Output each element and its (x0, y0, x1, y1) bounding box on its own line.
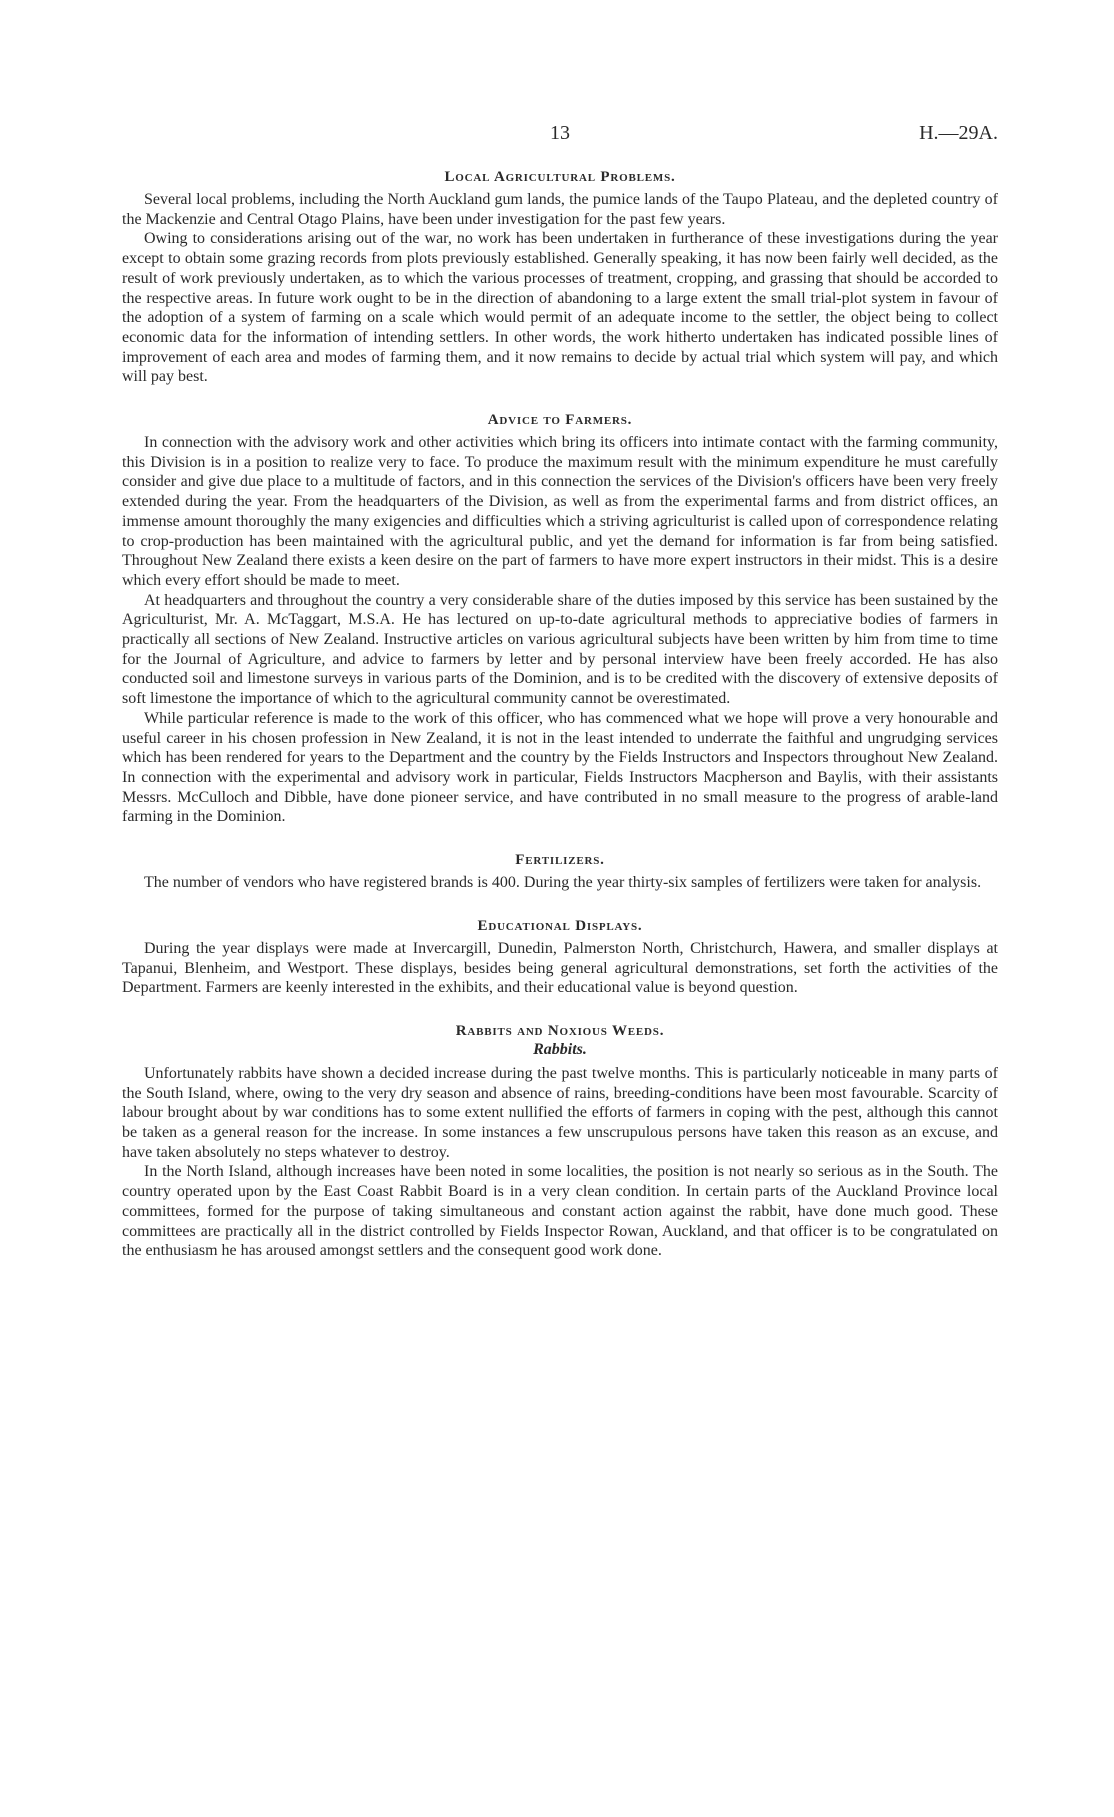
paragraph: While particular reference is made to the work of this officer, who has commenced what we hope will prove a very honourable and useful career in his chosen profession in New Zealand, it is not in the least intended to underrate the faithful and ungrudging services which has been rendered for years to the Department and the country by the Fields Instructors and Inspectors throughout New Zealand. In connection with the experimental and advisory work in particular, Fields Instructors Macpherson and Baylis, with their assistants Messrs. McCulloch and Dibble, have done pioneer service, and have contributed in no small measure to the progress of arable-land farming in the Dominion. (122, 709, 998, 826)
paragraph: During the year displays were made at Invercargill, Dunedin, Palmerston North, Christchurch, Hawera, and smaller displays at Tapanui, Blenheim, and Westport. These displays, besides being general agricultural demonstrations, set forth the activities of the Department. Farmers are keenly interested in the exhibits, and their educational value is beyond question. (122, 939, 998, 997)
section-rabbits-and-noxious-weeds (122, 1022, 998, 1261)
paragraph: In the North Island, although increases have been noted in some localities, the position is not nearly so serious as in the South. The country operated upon by the East Coast Rabbit Board is in a very clean condition. In certain parts of the Auckland Province local committees, formed for the purpose of taking simultaneous and constant action against the rabbit, have done much good. These committees are practically all in the district controlled by Fields Inspector Rowan, Auckland, and that officer is to be congratulated on the enthusiasm he has aroused amongst settlers and the consequent good work done. (122, 1163, 998, 1260)
page-number: 13 (550, 122, 570, 144)
paragraph: The number of vendors who have registered brands is 400. During the year thirty-six samples of fertilizers were taken for analysis. (144, 874, 982, 892)
section-subheading: Rabbits. (533, 1040, 587, 1058)
section-heading: Local Agricultural Problems. (444, 169, 676, 185)
paragraph: Several local problems, including the North Auckland gum lands, the pumice lands of the Taupo Plateau, and the depleted country of the Mackenzie and Central Otago Plains, have been under investigation for the past few years. (122, 191, 998, 228)
section-heading: Advice to Farmers. (487, 412, 633, 429)
paragraph: Owing to considerations arising out of the war, no work has been undertaken in furtherance of these investigations during the year except to obtain some grazing records from plots previously established. Generally speaking, it has now been fairly well decided, as the result of work previously undertaken, as to which the various processes of treatment, cropping, and grassing that should be accorded to the respective areas. In future work ought to be in the direction of abandoning to a large extent the small trial-plot system in favour of the adoption of a system of farming on a scale which would permit of an adequate income to the settler, the object being to collect economic data for the information of intending settlers. In other words, the work hitherto undertaken has indicated possible lines of improvement of each area and modes of farming them, and it now remains to decide by actual trial which system will pay, and which will pay best. (122, 230, 998, 386)
paragraph: At headquarters and throughout the country a very considerable share of the duties imposed by this service has been sustained by the Agriculturist, Mr. A. McTaggart, M.S.A. He has lectured on up-to-date agricultural methods to appreciative bodies of farmers in practically all sections of New Zealand. Instructive articles on various agricultural subjects have been written by him from time to time for the Journal of Agriculture, and advice to farmers by letter and by personal interview have been freely accorded. He has also conducted soil and limestone surveys in various parts of the Dominion, and is to be credited with the discovery of extensive deposits of soft limestone the importance of which to the agricultural community cannot be overestimated. (122, 591, 998, 708)
page-body (122, 168, 998, 1261)
section-local-agricultural-problems (122, 168, 998, 387)
section-educational-displays (122, 917, 998, 998)
paragraph: In connection with the advisory work and other activities which bring its officers into intimate contact with the farming community, this Division is in a position to realize very to face. To produce the maximum result with the minimum expenditure he must carefully consider and give due place to a multitude of factors, and in this connection the services of the Division's officers have been very freely extended during the year. From the headquarters of the Division, as well as from the experimental farms and from district offices, an immense amount thoroughly the many exigencies and difficulties which a striving agriculturist is called upon of correspondence relating to crop-production has been maintained with the agricultural public, and yet the demand for information is far from being satisfied. Throughout New Zealand there exists a keen desire on the part of farmers to have more expert instructors in their midst. This is a desire which every effort should be made to meet. (122, 434, 998, 589)
section-heading: Fertilizers. (515, 852, 605, 869)
section-advice-to-farmers (122, 411, 998, 827)
page-header (122, 122, 998, 146)
section-fertilizers (122, 851, 998, 893)
document-reference: H.—29A. (919, 122, 998, 144)
paragraph: Unfortunately rabbits have shown a decided increase during the past twelve months. This is particularly noticeable in many parts of the South Island, where, owing to the very dry season and absence of rains, breeding-conditions have been most favourable. Scarcity of labour brought about by war conditions has to some extent nullified the efforts of farmers in coping with the pest, although this cannot be taken as a general reason for the increase. In some instances a few unscrupulous persons have taken this reason as an excuse, and have taken absolutely no steps whatever to destroy. (122, 1064, 998, 1161)
section-heading: Educational Displays. (477, 917, 643, 934)
section-heading: Rabbits and Noxious Weeds. (455, 1022, 665, 1039)
